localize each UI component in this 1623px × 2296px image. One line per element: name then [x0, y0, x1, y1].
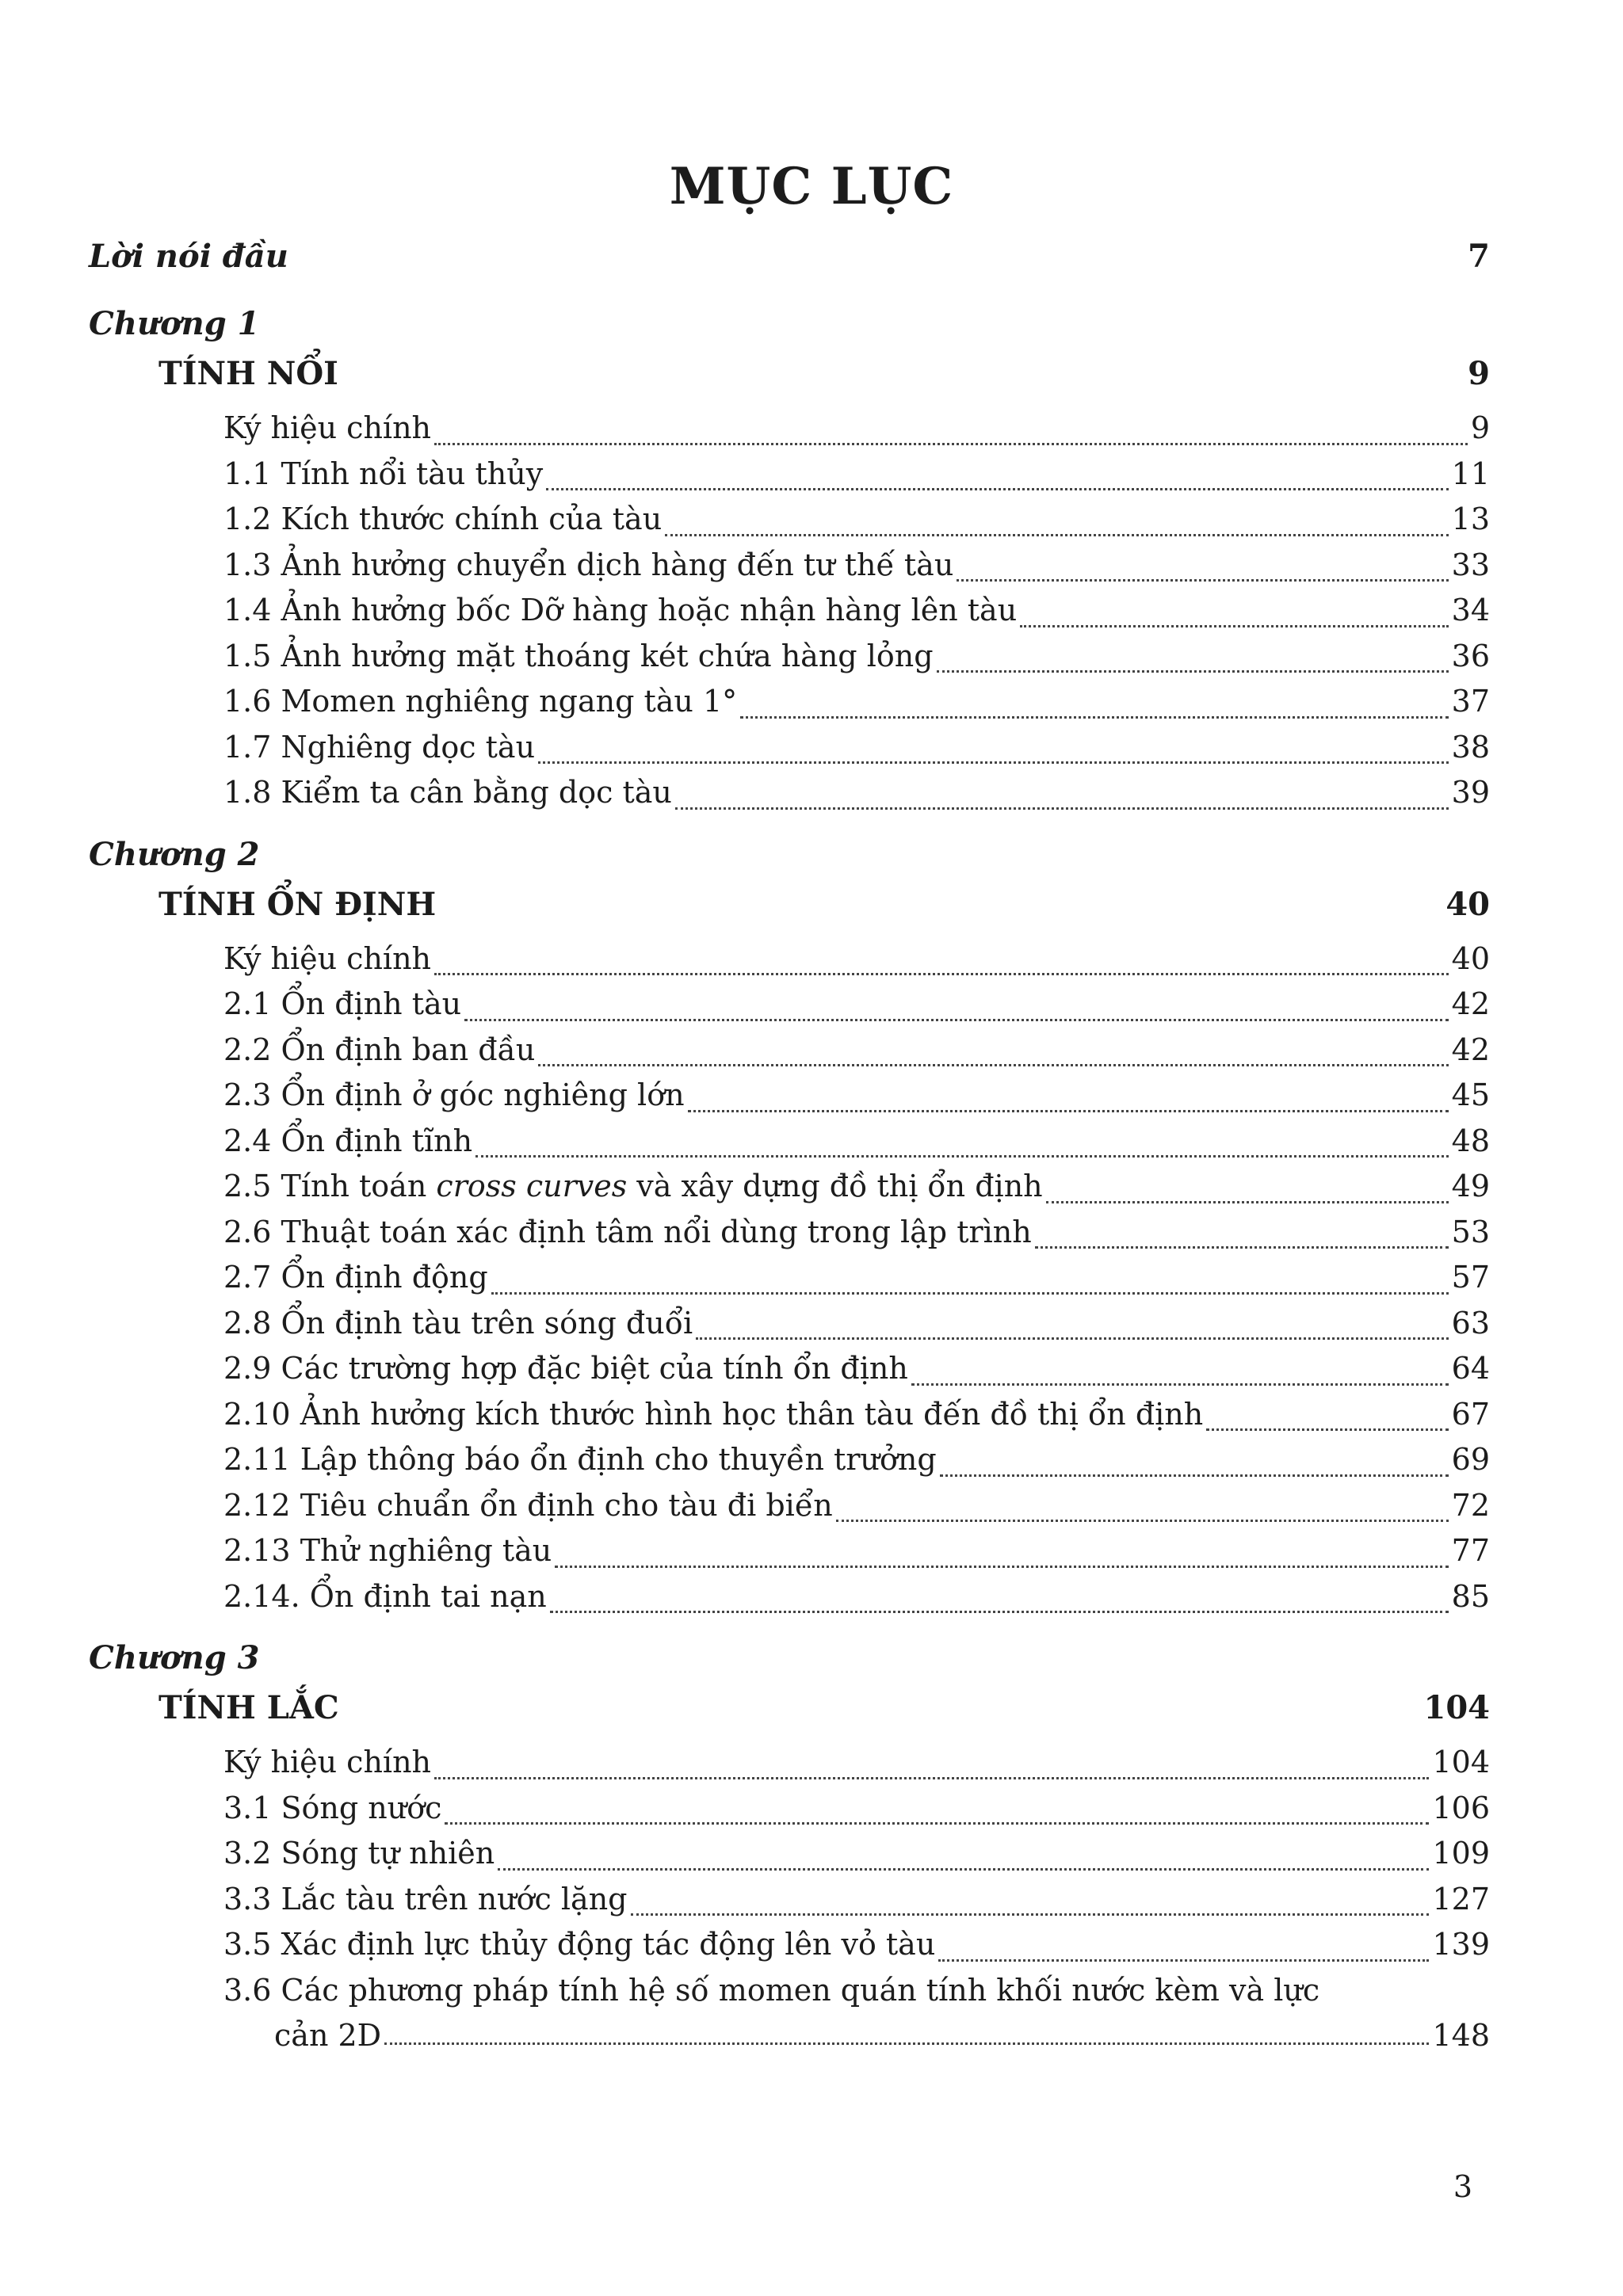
entry-label: 2.13 Thử nghiêng tàu: [223, 1533, 552, 1568]
toc-entry[interactable]: [89, 1302, 1490, 1348]
entry-page: 64: [1451, 1351, 1490, 1386]
toc-entry[interactable]: [89, 1878, 1490, 1924]
entry-label: 2.6 Thuật toán xác định tâm nổi dùng trong lập trình: [223, 1214, 1032, 1249]
entry-page: 85: [1451, 1578, 1490, 1614]
entry-label: 1.4 Ảnh hưởng bốc Dỡ hàng hoặc nhận hàng lên tàu: [223, 593, 1018, 627]
dot-leader: [434, 443, 1468, 445]
chapter-page: 40: [1445, 885, 1490, 923]
toc-entry[interactable]: [89, 635, 1490, 681]
entry-label: 1.3 Ảnh hưởng chuyển dịch hàng đến tư thế tàu: [223, 547, 954, 582]
entry-label: 2.8 Ổn định tàu trên sóng đuổi: [223, 1305, 693, 1341]
dot-leader: [940, 1474, 1449, 1477]
entry-page: 45: [1451, 1077, 1490, 1112]
dot-leader: [740, 716, 1448, 719]
entry-label: 1.6 Momen nghiêng ngang tàu 1°: [223, 684, 738, 719]
entry-page: 53: [1451, 1214, 1490, 1249]
chapter-3-label: Chương 3: [89, 1639, 260, 1676]
entry-label-line1: 3.6 Các phương pháp tính hệ số momen quán tính khối nước kèm và lực: [223, 1972, 1320, 2008]
dot-leader: [491, 1292, 1449, 1295]
toc-entry[interactable]: [89, 727, 1490, 772]
dot-leader: [546, 488, 1448, 490]
chapter-3-title-row[interactable]: [89, 1681, 1490, 1741]
chapter-page: 104: [1423, 1689, 1490, 1726]
entry-page: 36: [1451, 638, 1490, 673]
entry-page: 34: [1451, 593, 1490, 627]
entry-label: 1.7 Nghiêng dọc tàu: [223, 729, 536, 765]
toc-entry[interactable]: [89, 681, 1490, 727]
entry-page: 109: [1432, 1836, 1490, 1871]
entry-page: 69: [1451, 1442, 1490, 1477]
toc-entry[interactable]: [89, 1970, 1490, 2061]
entry-page: 77: [1451, 1533, 1490, 1568]
entry-label: 1.8 Kiểm ta cân bằng dọc tàu: [223, 775, 672, 810]
entry-label: 2.14. Ổn định tai nạn: [223, 1578, 547, 1614]
chapter-title: TÍNH ỔN ĐỊNH: [158, 885, 437, 923]
dot-leader: [498, 1868, 1429, 1871]
toc-entry[interactable]: [89, 772, 1490, 818]
entry-page: 148: [1432, 2017, 1490, 2053]
chapter-2-title-row[interactable]: [89, 878, 1490, 938]
entry-page: 104: [1432, 1745, 1490, 1779]
chapter-title: TÍNH LẮC: [158, 1689, 339, 1726]
toc-entry[interactable]: [89, 1787, 1490, 1833]
entry-page: 11: [1451, 456, 1490, 491]
entry-label: 2.11 Lập thông báo ổn định cho thuyền trưởng: [223, 1442, 937, 1477]
entry-page: 48: [1451, 1123, 1490, 1158]
entry-label: 3.1 Sóng nước: [223, 1790, 442, 1825]
entry-label: Ký hiệu chính: [223, 940, 432, 976]
entry-page: 127: [1432, 1881, 1490, 1917]
chapter-1-title-row[interactable]: [89, 347, 1490, 407]
dot-leader: [445, 1822, 1429, 1825]
dot-leader: [434, 973, 1449, 975]
entry-label: 2.7 Ổn định động: [223, 1260, 488, 1295]
toc-entry[interactable]: [89, 1029, 1490, 1075]
dot-leader: [555, 1566, 1448, 1568]
entry-page: 9: [1470, 410, 1490, 445]
entry-label: Ký hiệu chính: [223, 1745, 432, 1779]
toc-entry[interactable]: [89, 1924, 1490, 1970]
entry-label: 2.4 Ổn định tĩnh: [223, 1123, 473, 1158]
entry-page: 72: [1451, 1487, 1490, 1523]
entry-label: 2.9 Các trường hợp đặc biệt của tính ổn định: [223, 1351, 908, 1386]
entry-page: 57: [1451, 1260, 1490, 1295]
preface-label: Lời nói đầu: [89, 238, 288, 275]
entry-page: 37: [1451, 684, 1490, 719]
toc-entry[interactable]: [89, 1211, 1490, 1257]
dot-leader: [464, 1019, 1449, 1021]
dot-leader: [1035, 1246, 1449, 1249]
entry-label: 2.12 Tiêu chuẩn ổn định cho tàu đi biển: [223, 1487, 833, 1523]
chapter-1-label: Chương 1: [89, 305, 260, 342]
dot-leader: [475, 1155, 1449, 1158]
dot-leader: [911, 1383, 1449, 1386]
dot-leader: [1206, 1428, 1448, 1431]
entry-page: 42: [1451, 986, 1490, 1021]
entry-label: 2.5 Tính toán cross curves và xây dựng đồ thị ổn định: [223, 1169, 1043, 1203]
entry-label-line2: cản 2D: [274, 2017, 382, 2053]
entry-page: 38: [1451, 729, 1490, 765]
dot-leader: [384, 2042, 1429, 2045]
dot-leader: [631, 1913, 1430, 1916]
toc-entry[interactable]: [89, 1074, 1490, 1120]
toc-entry[interactable]: [89, 589, 1490, 635]
toc-entry[interactable]: [89, 1120, 1490, 1166]
entry-page: 13: [1451, 502, 1490, 536]
toc-entry[interactable]: [89, 498, 1490, 544]
entry-label: 1.1 Tính nổi tàu thủy: [223, 456, 544, 491]
dot-leader: [434, 1777, 1429, 1779]
entry-label: 2.2 Ổn định ban đầu: [223, 1032, 536, 1067]
entry-page: 39: [1451, 775, 1490, 810]
chapter-title: TÍNH NỔI: [158, 355, 338, 392]
toc-entry[interactable]: [89, 1257, 1490, 1302]
dot-leader: [538, 1064, 1448, 1066]
toc-entry[interactable]: [89, 1485, 1490, 1531]
entry-label: 2.10 Ảnh hưởng kích thước hình học thân tàu đến đồ thị ổn định: [223, 1396, 1204, 1432]
preface-page: 7: [1468, 238, 1490, 275]
dot-leader: [836, 1520, 1449, 1522]
entry-page: 40: [1451, 940, 1490, 976]
page-number: 3: [1453, 2169, 1472, 2204]
dot-leader: [665, 534, 1448, 536]
entry-page: 33: [1451, 547, 1490, 582]
toc-entry[interactable]: [89, 1394, 1490, 1440]
entry-label: 1.2 Kích thước chính của tàu: [223, 502, 663, 536]
toc-entry[interactable]: [89, 1741, 1490, 1787]
entry-page: 106: [1432, 1790, 1490, 1825]
toc-entry[interactable]: [89, 1576, 1490, 1622]
preface-row[interactable]: [89, 238, 1490, 287]
toc-entry[interactable]: [89, 407, 1490, 453]
entry-page: 42: [1451, 1032, 1490, 1067]
entry-label: 1.5 Ảnh hưởng mặt thoáng két chứa hàng lỏng: [223, 638, 934, 673]
entry-page: 49: [1451, 1169, 1490, 1203]
entry-label: 3.5 Xác định lực thủy động tác động lên vỏ tàu: [223, 1927, 936, 1962]
dot-leader: [957, 579, 1448, 582]
entry-label: 2.3 Ổn định ở góc nghiêng lớn: [223, 1077, 685, 1112]
toc-entry[interactable]: [89, 1348, 1490, 1394]
dot-leader: [688, 1110, 1449, 1112]
entry-label: 2.1 Ổn định tàu: [223, 986, 462, 1021]
dot-leader: [550, 1611, 1449, 1613]
entry-page: 63: [1451, 1305, 1490, 1341]
page-title: MỤC LỤC: [669, 157, 954, 216]
toc-entry[interactable]: [89, 1165, 1490, 1211]
entry-page: 67: [1451, 1396, 1490, 1432]
entry-label: 3.2 Sóng tự nhiên: [223, 1836, 495, 1871]
entry-label: 3.3 Lắc tàu trên nước lặng: [223, 1881, 628, 1917]
table-of-contents: [89, 238, 1490, 2061]
toc-entry[interactable]: [89, 544, 1490, 590]
toc-entry[interactable]: [89, 1530, 1490, 1576]
dot-leader: [696, 1337, 1449, 1340]
toc-entry[interactable]: [89, 983, 1490, 1029]
dot-leader: [938, 1959, 1429, 1962]
dot-leader: [1020, 625, 1448, 627]
toc-entry[interactable]: [89, 1439, 1490, 1485]
chapter-2-label: Chương 2: [89, 835, 260, 873]
entry-page: 139: [1432, 1927, 1490, 1962]
toc-entry[interactable]: [89, 938, 1490, 984]
entry-label: Ký hiệu chính: [223, 410, 432, 445]
toc-entry[interactable]: [89, 1833, 1490, 1878]
dot-leader: [937, 670, 1449, 673]
dot-leader: [538, 761, 1449, 764]
dot-leader: [675, 807, 1449, 810]
dot-leader: [1046, 1201, 1449, 1203]
toc-entry[interactable]: [89, 453, 1490, 499]
chapter-page: 9: [1468, 355, 1490, 392]
